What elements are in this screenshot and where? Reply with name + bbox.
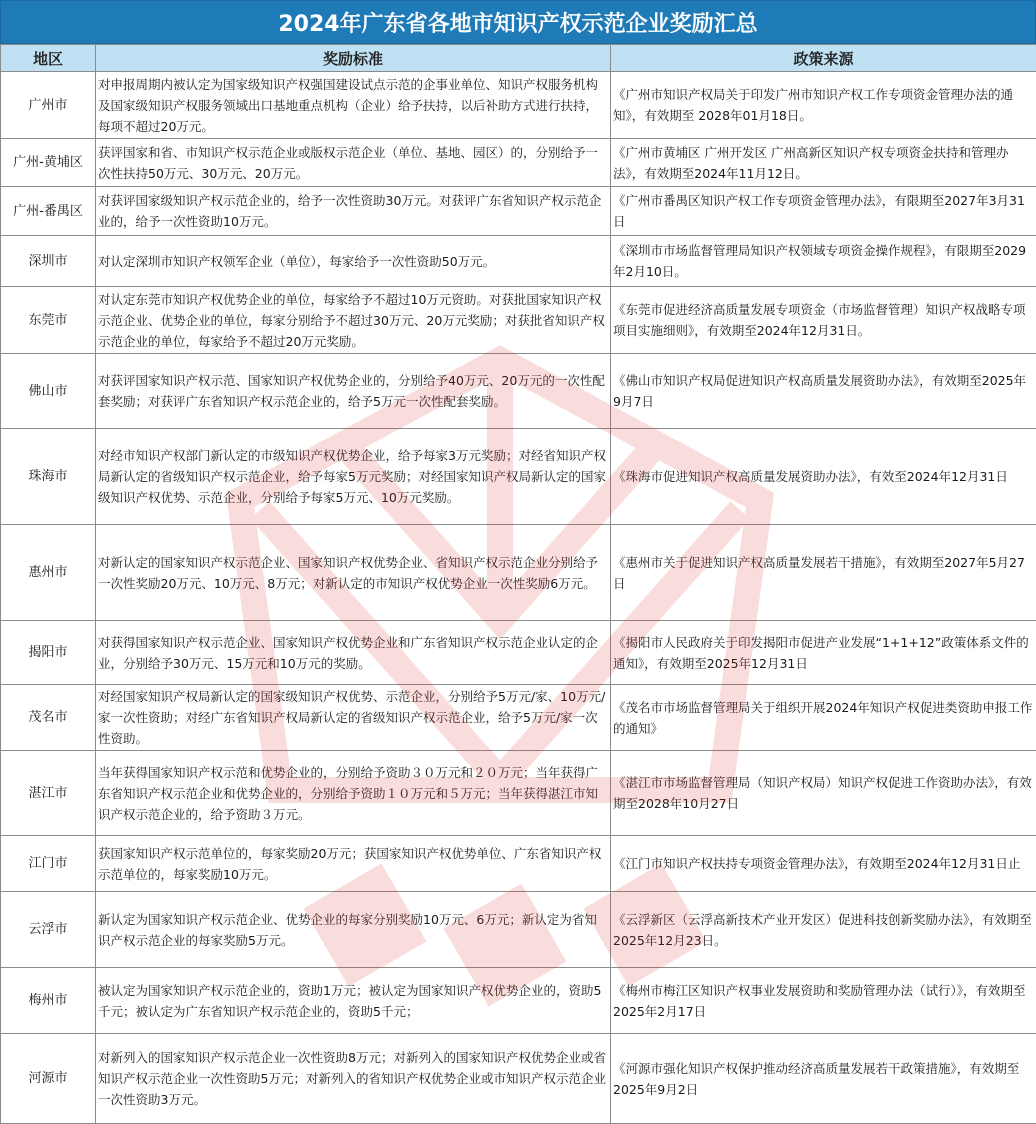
region-cell: 茂名市 xyxy=(1,685,96,751)
source-cell: 《广州市番禺区知识产权工作专项资金管理办法》，有限期至2027年3月31日 xyxy=(611,187,1036,236)
source-cell: 《河源市强化知识产权保护推动经济高质量发展若干政策措施》，有效期至2025年9月2日 xyxy=(611,1034,1036,1124)
standard-cell: 对认定东莞市知识产权优势企业的单位，每家给予不超过10万元资助。对获批国家知识产权示范企业、优势企业的单位，每家分别给予不超过30万元、20万元奖励；对获批省知识产权示范企业的单位，每家给予不超过20万元奖励。 xyxy=(96,287,611,354)
standard-cell: 对获评国家知识产权示范、国家知识产权优势企业的，分别给予40万元、20万元的一次性配套奖励；对获评广东省知识产权示范企业的，给予5万元一次性配套奖励。 xyxy=(96,354,611,429)
table-row xyxy=(1,525,1036,621)
table-row xyxy=(1,968,1036,1034)
table-row xyxy=(1,72,1036,139)
standard-cell: 对新列入的国家知识产权示范企业一次性资助8万元；对新列入的国家知识产权优势企业或省知识产权示范企业一次性资助5万元；对新列入的省知识产权优势企业或市知识产权示范企业一次性资助3万元。 xyxy=(96,1034,611,1124)
region-cell: 佛山市 xyxy=(1,354,96,429)
table-row xyxy=(1,751,1036,836)
standard-cell: 获国家知识产权示范单位的，每家奖励20万元；获国家知识产权优势单位、广东省知识产权示范单位的，每家奖励10万元。 xyxy=(96,836,611,892)
standard-cell: 对获得国家知识产权示范企业、国家知识产权优势企业和广东省知识产权示范企业认定的企业，分别给予30万元、15万元和10万元的奖励。 xyxy=(96,621,611,685)
table-row xyxy=(1,236,1036,287)
region-cell: 揭阳市 xyxy=(1,621,96,685)
source-cell: 《佛山市知识产权局促进知识产权高质量发展资助办法》，有效期至2025年9月7日 xyxy=(611,354,1036,429)
table-row xyxy=(1,836,1036,892)
source-cell: 《江门市知识产权扶持专项资金管理办法》，有效期至2024年12月31日止 xyxy=(611,836,1036,892)
award-table xyxy=(0,44,1036,1124)
standard-cell: 新认定为国家知识产权示范企业、优势企业的每家分别奖励10万元、6万元；新认定为省知识产权示范企业的每家奖励5万元。 xyxy=(96,892,611,968)
standard-cell: 被认定为国家知识产权示范企业的，资助1万元；被认定为国家知识产权优势企业的，资助5千元；被认定为广东省知识产权示范企业的，资助5千元； xyxy=(96,968,611,1034)
header-region: 地区 xyxy=(1,45,96,72)
region-cell: 珠海市 xyxy=(1,429,96,525)
page-title: 2024年广东省各地市知识产权示范企业奖励汇总 xyxy=(0,0,1036,44)
standard-cell: 当年获得国家知识产权示范和优势企业的，分别给予资助３０万元和２０万元；当年获得广东省知识产权示范企业和优势企业的，分别给予资助１０万元和５万元；当年获得湛江市知识产权示范企业的，给予资助３万元。 xyxy=(96,751,611,836)
standard-cell: 对经国家知识产权局新认定的国家级知识产权优势、示范企业，分别给予5万元/家、10万元/家一次性资助；对经广东省知识产权局新认定的省级知识产权示范企业，给予5万元/家一次性资助。 xyxy=(96,685,611,751)
header-standard: 奖励标准 xyxy=(96,45,611,72)
table-row xyxy=(1,621,1036,685)
header-source: 政策来源 xyxy=(611,45,1036,72)
table-row xyxy=(1,187,1036,236)
region-cell: 云浮市 xyxy=(1,892,96,968)
source-cell: 《梅州市梅江区知识产权事业发展资助和奖励管理办法（试行）》，有效期至2025年2月17日 xyxy=(611,968,1036,1034)
region-cell: 梅州市 xyxy=(1,968,96,1034)
source-cell: 《东莞市促进经济高质量发展专项资金（市场监督管理）知识产权战略专项项目实施细则》，有效期至2024年12月31日。 xyxy=(611,287,1036,354)
region-cell: 东莞市 xyxy=(1,287,96,354)
region-cell: 深圳市 xyxy=(1,236,96,287)
source-cell: 《深圳市市场监督管理局知识产权领域专项资金操作规程》，有限期至2029年2月10日。 xyxy=(611,236,1036,287)
source-cell: 《揭阳市人民政府关于印发揭阳市促进产业发展“1+1+12”政策体系文件的通知》，有效期至2025年12月31日 xyxy=(611,621,1036,685)
table-row xyxy=(1,139,1036,187)
source-cell: 《云浮新区（云浮高新技术产业开发区）促进科技创新奖励办法》，有效期至2025年12月23日。 xyxy=(611,892,1036,968)
source-cell: 《惠州市关于促进知识产权高质量发展若干措施》，有效期至2027年5月27日 xyxy=(611,525,1036,621)
region-cell: 广州-番禺区 xyxy=(1,187,96,236)
standard-cell: 对新认定的国家知识产权示范企业、国家知识产权优势企业、省知识产权示范企业分别给予一次性奖励20万元、10万元、8万元；对新认定的市知识产权优势企业一次性奖励6万元。 xyxy=(96,525,611,621)
table-header-row xyxy=(1,45,1036,72)
region-cell: 广州市 xyxy=(1,72,96,139)
table-row xyxy=(1,287,1036,354)
table-row xyxy=(1,429,1036,525)
source-cell: 《广州市黄埔区 广州开发区 广州高新区知识产权专项资金扶持和管理办法》，有效期至2024年11月12日。 xyxy=(611,139,1036,187)
standard-cell: 对获评国家级知识产权示范企业的，给予一次性资助30万元。对获评广东省知识产权示范企业的，给予一次性资助10万元。 xyxy=(96,187,611,236)
standard-cell: 对经市知识产权部门新认定的市级知识产权优势企业，给予每家3万元奖励；对经省知识产权局新认定的省级知识产权示范企业，给予每家5万元奖励；对经国家知识产权局新认定的国家级知识产权优势、示范企业，分别给予每家5万元、10万元奖励。 xyxy=(96,429,611,525)
standard-cell: 对申报周期内被认定为国家级知识产权强国建设试点示范的企事业单位、知识产权服务机构及国家级知识产权服务领域出口基地重点机构（企业）给予扶持，以后补助方式进行扶持，每项不超过20万元。 xyxy=(96,72,611,139)
table-row xyxy=(1,354,1036,429)
region-cell: 江门市 xyxy=(1,836,96,892)
source-cell: 《茂名市市场监督管理局关于组织开展2024年知识产权促进类资助申报工作的通知》 xyxy=(611,685,1036,751)
region-cell: 湛江市 xyxy=(1,751,96,836)
table-row xyxy=(1,1034,1036,1124)
table-row xyxy=(1,685,1036,751)
source-cell: 《广州市知识产权局关于印发广州市知识产权工作专项资金管理办法的通知》，有效期至 2028年01月18日。 xyxy=(611,72,1036,139)
region-cell: 河源市 xyxy=(1,1034,96,1124)
standard-cell: 对认定深圳市知识产权领军企业（单位），每家给予一次性资助50万元。 xyxy=(96,236,611,287)
region-cell: 广州-黄埔区 xyxy=(1,139,96,187)
source-cell: 《珠海市促进知识产权高质量发展资助办法》，有效至2024年12月31日 xyxy=(611,429,1036,525)
table-row xyxy=(1,892,1036,968)
source-cell: 《湛江市市场监督管理局（知识产权局）知识产权促进工作资助办法》，有效期至2028年10月27日 xyxy=(611,751,1036,836)
region-cell: 惠州市 xyxy=(1,525,96,621)
standard-cell: 获评国家和省、市知识产权示范企业或版权示范企业（单位、基地、园区）的，分别给予一次性扶持50万元、30万元、20万元。 xyxy=(96,139,611,187)
